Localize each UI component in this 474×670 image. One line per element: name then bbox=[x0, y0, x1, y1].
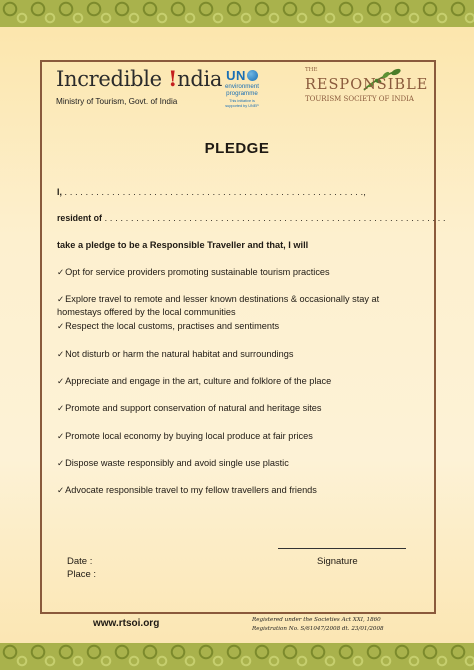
name-fill-line bbox=[57, 187, 366, 197]
signature-label: Signature bbox=[317, 556, 358, 567]
check-icon: ✓ bbox=[57, 321, 65, 331]
signature-line bbox=[278, 548, 406, 549]
un-environment-logo bbox=[219, 68, 265, 109]
name-dotted-field: . . . . . . . . . . . . . . . . . . . . . . . . . . . . . . . . . . . . . . . . . . . . . . . . . . . . . . . . ., bbox=[61, 187, 366, 197]
pledge-item: ✓Not disturb or harm the natural habitat and surroundings bbox=[57, 349, 294, 359]
un-line-programme: programme bbox=[226, 90, 258, 97]
resident-dotted-field: . . . . . . . . . . . . . . . . . . . . . . . . . . . . . . . . . . . . . . . . . . . . . . . . . . . . . . . . . . . . . . . . . bbox=[101, 213, 446, 223]
un-line-environment: environment bbox=[224, 83, 260, 90]
incredible-suffix: ndia bbox=[177, 67, 223, 91]
check-icon: ✓ bbox=[57, 458, 65, 468]
check-icon: ✓ bbox=[57, 403, 65, 413]
pledge-item: ✓Promote local economy by buying local produce at fair prices bbox=[57, 431, 313, 441]
check-icon: ✓ bbox=[57, 294, 65, 304]
pledge-item: ✓Promote and support conservation of natural and heritage sites bbox=[57, 403, 322, 413]
page-title: PLEDGE bbox=[204, 140, 270, 157]
place-label: Place : bbox=[67, 569, 97, 580]
website-link[interactable]: www.rtsoi.org bbox=[93, 618, 160, 629]
un-globe-icon bbox=[247, 70, 258, 81]
pledge-item: ✓Opt for service providers promoting sustainable tourism practices bbox=[57, 267, 330, 277]
rtsoi-society: TOURISM SOCIETY OF INDIA bbox=[305, 95, 414, 103]
responsible-tourism-society-logo bbox=[305, 67, 431, 103]
ministry-text: Ministry of Tourism, Govt. of India bbox=[56, 97, 178, 106]
decorative-top-band bbox=[0, 0, 474, 27]
pledge-item: ✓Respect the local customs, practises and sentiments bbox=[57, 321, 280, 331]
decorative-bottom-band bbox=[0, 643, 474, 670]
pledge-intro: take a pledge to be a Responsible Traveller and that, I will bbox=[57, 240, 309, 250]
incredible-prefix: Incredible bbox=[56, 67, 169, 91]
rtsoi-the: THE bbox=[305, 67, 318, 73]
pledge-item: ✓Dispose waste responsibly and avoid single use plastic bbox=[57, 458, 289, 468]
residence-fill-line bbox=[57, 213, 446, 223]
resident-label: resident of bbox=[57, 213, 102, 223]
check-icon: ✓ bbox=[57, 376, 65, 386]
check-icon: ✓ bbox=[57, 267, 65, 277]
check-icon: ✓ bbox=[57, 431, 65, 441]
registration-line-2: Registration No. S/61047/2008 dt. 23/01/2008 bbox=[252, 626, 384, 632]
date-label: Date : bbox=[67, 556, 93, 567]
incredible-exclamation: ! bbox=[168, 66, 178, 91]
check-icon: ✓ bbox=[57, 349, 65, 359]
rtsoi-name: RESPONSIBLE bbox=[305, 77, 429, 93]
registration-line-1: Registered under the Societies Act XXI, 1860 bbox=[252, 617, 381, 623]
un-title: UN bbox=[219, 68, 265, 83]
check-icon: ✓ bbox=[57, 485, 65, 495]
pledge-item: ✓Explore travel to remote and lesser known destinations & occasionally stay at homestays offered by the local communities bbox=[57, 294, 380, 317]
un-initiative-line2: supported by UNEP bbox=[225, 104, 259, 108]
name-label: I, bbox=[57, 187, 62, 197]
incredible-india-logo bbox=[56, 66, 222, 106]
un-initiative-line1: This initiative is bbox=[229, 99, 255, 103]
pledge-item: ✓Advocate responsible travel to my fellow travellers and friends bbox=[57, 485, 317, 495]
incredible-india-wordmark bbox=[56, 66, 222, 91]
pledge-item: ✓Appreciate and engage in the art, culture and folklore of the place bbox=[57, 376, 332, 386]
